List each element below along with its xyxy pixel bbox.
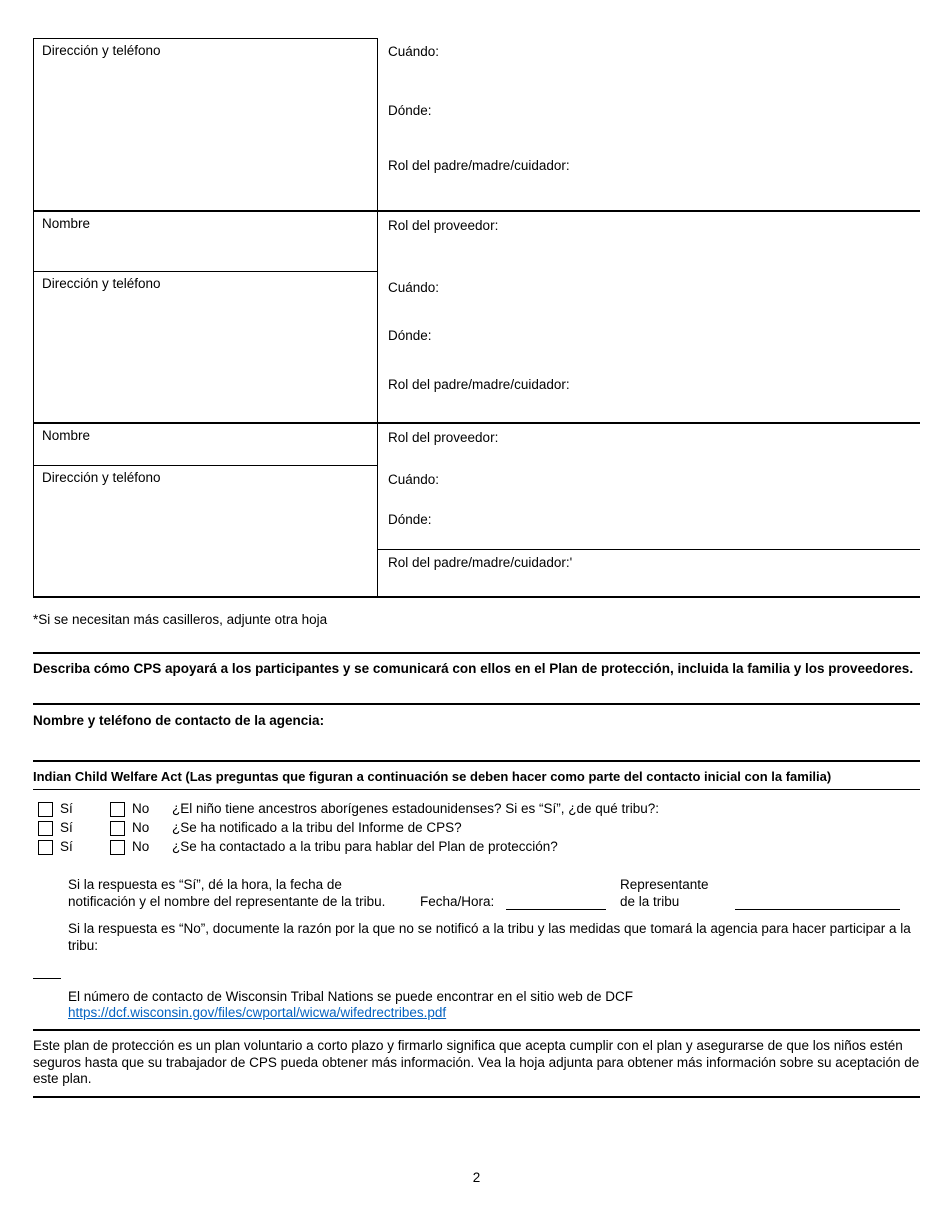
tribal-contact-text: El número de contacto de Wisconsin Tribal Nations se puede encontrar en el sitio web de DCF xyxy=(68,989,634,1004)
yes-option xyxy=(38,820,110,836)
parent-role-label: Rol del padre/madre/cuidador:' xyxy=(388,555,573,570)
provider-role-label: Rol del proveedor: xyxy=(388,430,499,445)
tribe-representative-blank-field[interactable] xyxy=(735,894,900,910)
table-row xyxy=(33,38,920,210)
table-row xyxy=(33,466,920,596)
yes-label: Sí xyxy=(60,801,73,816)
address-phone-label: Dirección y teléfono xyxy=(42,470,161,485)
address-phone-cell xyxy=(33,38,378,210)
yes-label: Sí xyxy=(60,839,73,854)
no-label: No xyxy=(132,820,150,835)
communication-section-heading: Describa cómo CPS apoyará a los participantes y se comunicará con ellos en el Plan de protección, incluida la familia y los proveedores. xyxy=(33,661,914,676)
address-phone-label: Dirección y teléfono xyxy=(42,276,161,291)
icwa-questions xyxy=(33,801,920,855)
section-divider xyxy=(33,652,920,654)
no-option xyxy=(110,801,172,817)
yes-checkbox[interactable] xyxy=(38,840,53,855)
provider-detail-cell xyxy=(378,272,920,422)
yes-option xyxy=(38,839,110,855)
where-label: Dónde: xyxy=(388,512,432,527)
question-text: ¿Se ha contactado a la tribu para hablar del Plan de protección? xyxy=(172,839,558,854)
parent-role-label: Rol del padre/madre/cuidador: xyxy=(388,377,570,392)
name-label: Nombre xyxy=(42,216,91,231)
section-divider xyxy=(33,703,920,705)
address-phone-cell xyxy=(33,466,378,596)
provider-detail-cell xyxy=(378,466,920,596)
no-followup-instruction: Si la respuesta es “No”, documente la razón por la que no se notificó a la tribu y las medidas que tomará la agencia para hacer participar a la tribu: xyxy=(68,921,911,953)
icwa-question-row xyxy=(33,839,920,855)
name-cell xyxy=(33,424,378,466)
yes-checkbox[interactable] xyxy=(38,821,53,836)
tribal-contact-note xyxy=(33,989,920,1021)
provider-detail-cell xyxy=(378,38,920,210)
yes-followup-line1: Si la respuesta es “Sí”, dé la hora, la fecha de xyxy=(68,877,342,892)
no-checkbox[interactable] xyxy=(110,802,125,817)
tribal-tribes-link[interactable]: https://dcf.wisconsin.gov/files/cwportal/wicwa/wifedrectribes.pdf xyxy=(68,1005,447,1020)
more-boxes-footnote: *Si se necesitan más casilleros, adjunte otra hoja xyxy=(33,612,328,627)
representative-label-line2: de la tribu xyxy=(620,894,680,909)
no-option xyxy=(110,839,172,855)
date-time-label: Fecha/Hora: xyxy=(420,894,495,909)
when-label: Cuándo: xyxy=(388,472,440,487)
icwa-question-row xyxy=(33,820,920,836)
yes-label: Sí xyxy=(60,820,73,835)
provider-role-cell xyxy=(378,424,920,466)
when-label: Cuándo: xyxy=(388,44,440,59)
when-label: Cuándo: xyxy=(388,280,440,295)
cell-divider-line xyxy=(378,549,920,550)
section-divider xyxy=(33,789,920,790)
parent-role-label: Rol del padre/madre/cuidador: xyxy=(388,158,570,173)
question-text: ¿Se ha notificado a la tribu del Informe de CPS? xyxy=(172,820,462,835)
yes-followup-line2: notificación y el nombre del representante de la tribu. xyxy=(68,894,386,909)
page-number: 2 xyxy=(472,1170,481,1185)
table-row xyxy=(33,210,920,272)
where-label: Dónde: xyxy=(388,328,432,343)
participants-table xyxy=(33,38,920,598)
no-label: No xyxy=(132,801,150,816)
yes-followup-block xyxy=(33,877,920,913)
representative-label-line1: Representante xyxy=(620,877,709,892)
provider-role-cell xyxy=(378,212,920,272)
section-divider xyxy=(33,1096,920,1098)
table-row xyxy=(33,422,920,466)
no-checkbox[interactable] xyxy=(110,821,125,836)
agency-contact-heading: Nombre y teléfono de contacto de la agencia: xyxy=(33,713,325,728)
table-row xyxy=(33,272,920,422)
writing-line xyxy=(33,978,61,979)
where-label: Dónde: xyxy=(388,103,432,118)
no-option xyxy=(110,820,172,836)
date-time-blank-field[interactable] xyxy=(506,894,606,910)
name-label: Nombre xyxy=(42,428,91,443)
address-phone-label: Dirección y teléfono xyxy=(42,43,161,58)
yes-checkbox[interactable] xyxy=(38,802,53,817)
no-label: No xyxy=(132,839,150,854)
icwa-question-row xyxy=(33,801,920,817)
voluntary-plan-paragraph: Este plan de protección es un plan voluntario a corto plazo y firmarlo significa que acepta cumplir con el plan y asegurarse de que los niños estén seguros hasta que su trabajador de CPS pueda obtener más información. Vea la hoja adjunta para obtener más información sobre su aceptación de este plan. xyxy=(33,1038,920,1086)
form-content xyxy=(33,0,920,1185)
provider-role-label: Rol del proveedor: xyxy=(388,218,499,233)
no-checkbox[interactable] xyxy=(110,840,125,855)
name-cell xyxy=(33,212,378,272)
icwa-section-heading: Indian Child Welfare Act (Las preguntas que figuran a continuación se deben hacer como parte del contacto inicial con la familia) xyxy=(33,769,832,784)
address-phone-cell xyxy=(33,272,378,422)
yes-option xyxy=(38,801,110,817)
section-divider xyxy=(33,1029,920,1031)
section-divider xyxy=(33,760,920,762)
question-text: ¿El niño tiene ancestros aborígenes estadounidenses? Si es “Sí”, ¿de qué tribu?: xyxy=(172,801,660,816)
